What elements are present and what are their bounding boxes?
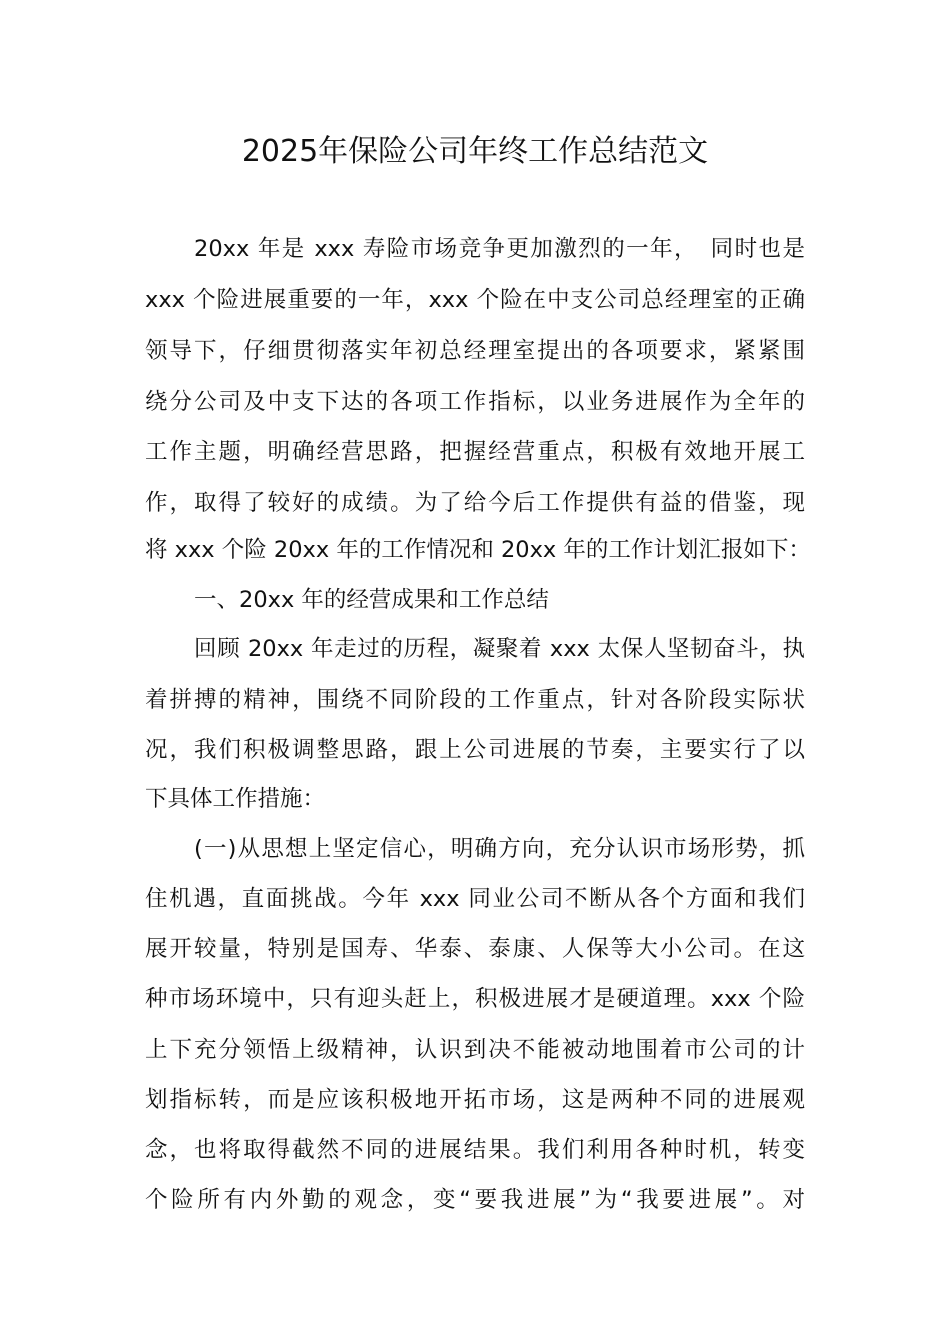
paragraph-line: 下具体工作措施： xyxy=(145,786,326,812)
paragraph-line: 着拼搏的精神，围绕不同阶段的工作重点，针对各阶段实际状 xyxy=(145,687,805,713)
paragraph-line: 个险所有内外勤的观念，变“要我进展”为“我要进展”。对 xyxy=(145,1187,805,1213)
paragraph-line: 20xx 年是 xxx 寿险市场竞争更加激烈的一年， 同时也是 xyxy=(194,236,805,262)
paragraph-line: 作，取得了较好的成绩。为了给今后工作提供有益的借鉴，现 xyxy=(145,490,805,516)
paragraph-line: 划指标转，而是应该积极地开拓市场，这是两种不同的进展观 xyxy=(145,1087,805,1113)
paragraph-line: 念，也将取得截然不同的进展结果。我们利用各种时机，转变 xyxy=(145,1137,805,1163)
paragraph-line: 展开较量，特别是国寿、华泰、泰康、人保等大小公司。在这 xyxy=(145,936,805,962)
paragraph-line: 绕分公司及中支下达的各项工作指标，以业务进展作为全年的 xyxy=(145,389,805,415)
paragraph-line: 工作主题，明确经营思路，把握经营重点，积极有效地开展工 xyxy=(145,439,805,465)
paragraph-line: 种市场环境中，只有迎头赶上，积极进展才是硬道理。xxx 个险 xyxy=(145,986,805,1012)
paragraph-line: 领导下，仔细贯彻落实年初总经理室提出的各项要求，紧紧围 xyxy=(145,338,805,364)
paragraph-line: 况，我们积极调整思路，跟上公司进展的节奏，主要实行了以 xyxy=(145,737,805,763)
section-heading: 一、20xx 年的经营成果和工作总结 xyxy=(194,587,549,613)
paragraph-line: 将 xxx 个险 20xx 年的工作情况和 20xx 年的工作计划汇报如下： xyxy=(145,537,811,563)
paragraph-line: 回顾 20xx 年走过的历程，凝聚着 xxx 太保人坚韧奋斗，执 xyxy=(194,636,805,662)
paragraph-line: xxx 个险进展重要的一年，xxx 个险在中支公司总经理室的正确 xyxy=(145,287,805,313)
document-title: 2025年保险公司年终工作总结范文 xyxy=(241,134,709,169)
paragraph-line: 上下充分领悟上级精神，认识到决不能被动地围着市公司的计 xyxy=(145,1037,805,1063)
paragraph-line: (一)从思想上坚定信心，明确方向，充分认识市场形势，抓 xyxy=(194,836,805,862)
paragraph-line: 住机遇，直面挑战。今年 xxx 同业公司不断从各个方面和我们 xyxy=(145,886,805,912)
